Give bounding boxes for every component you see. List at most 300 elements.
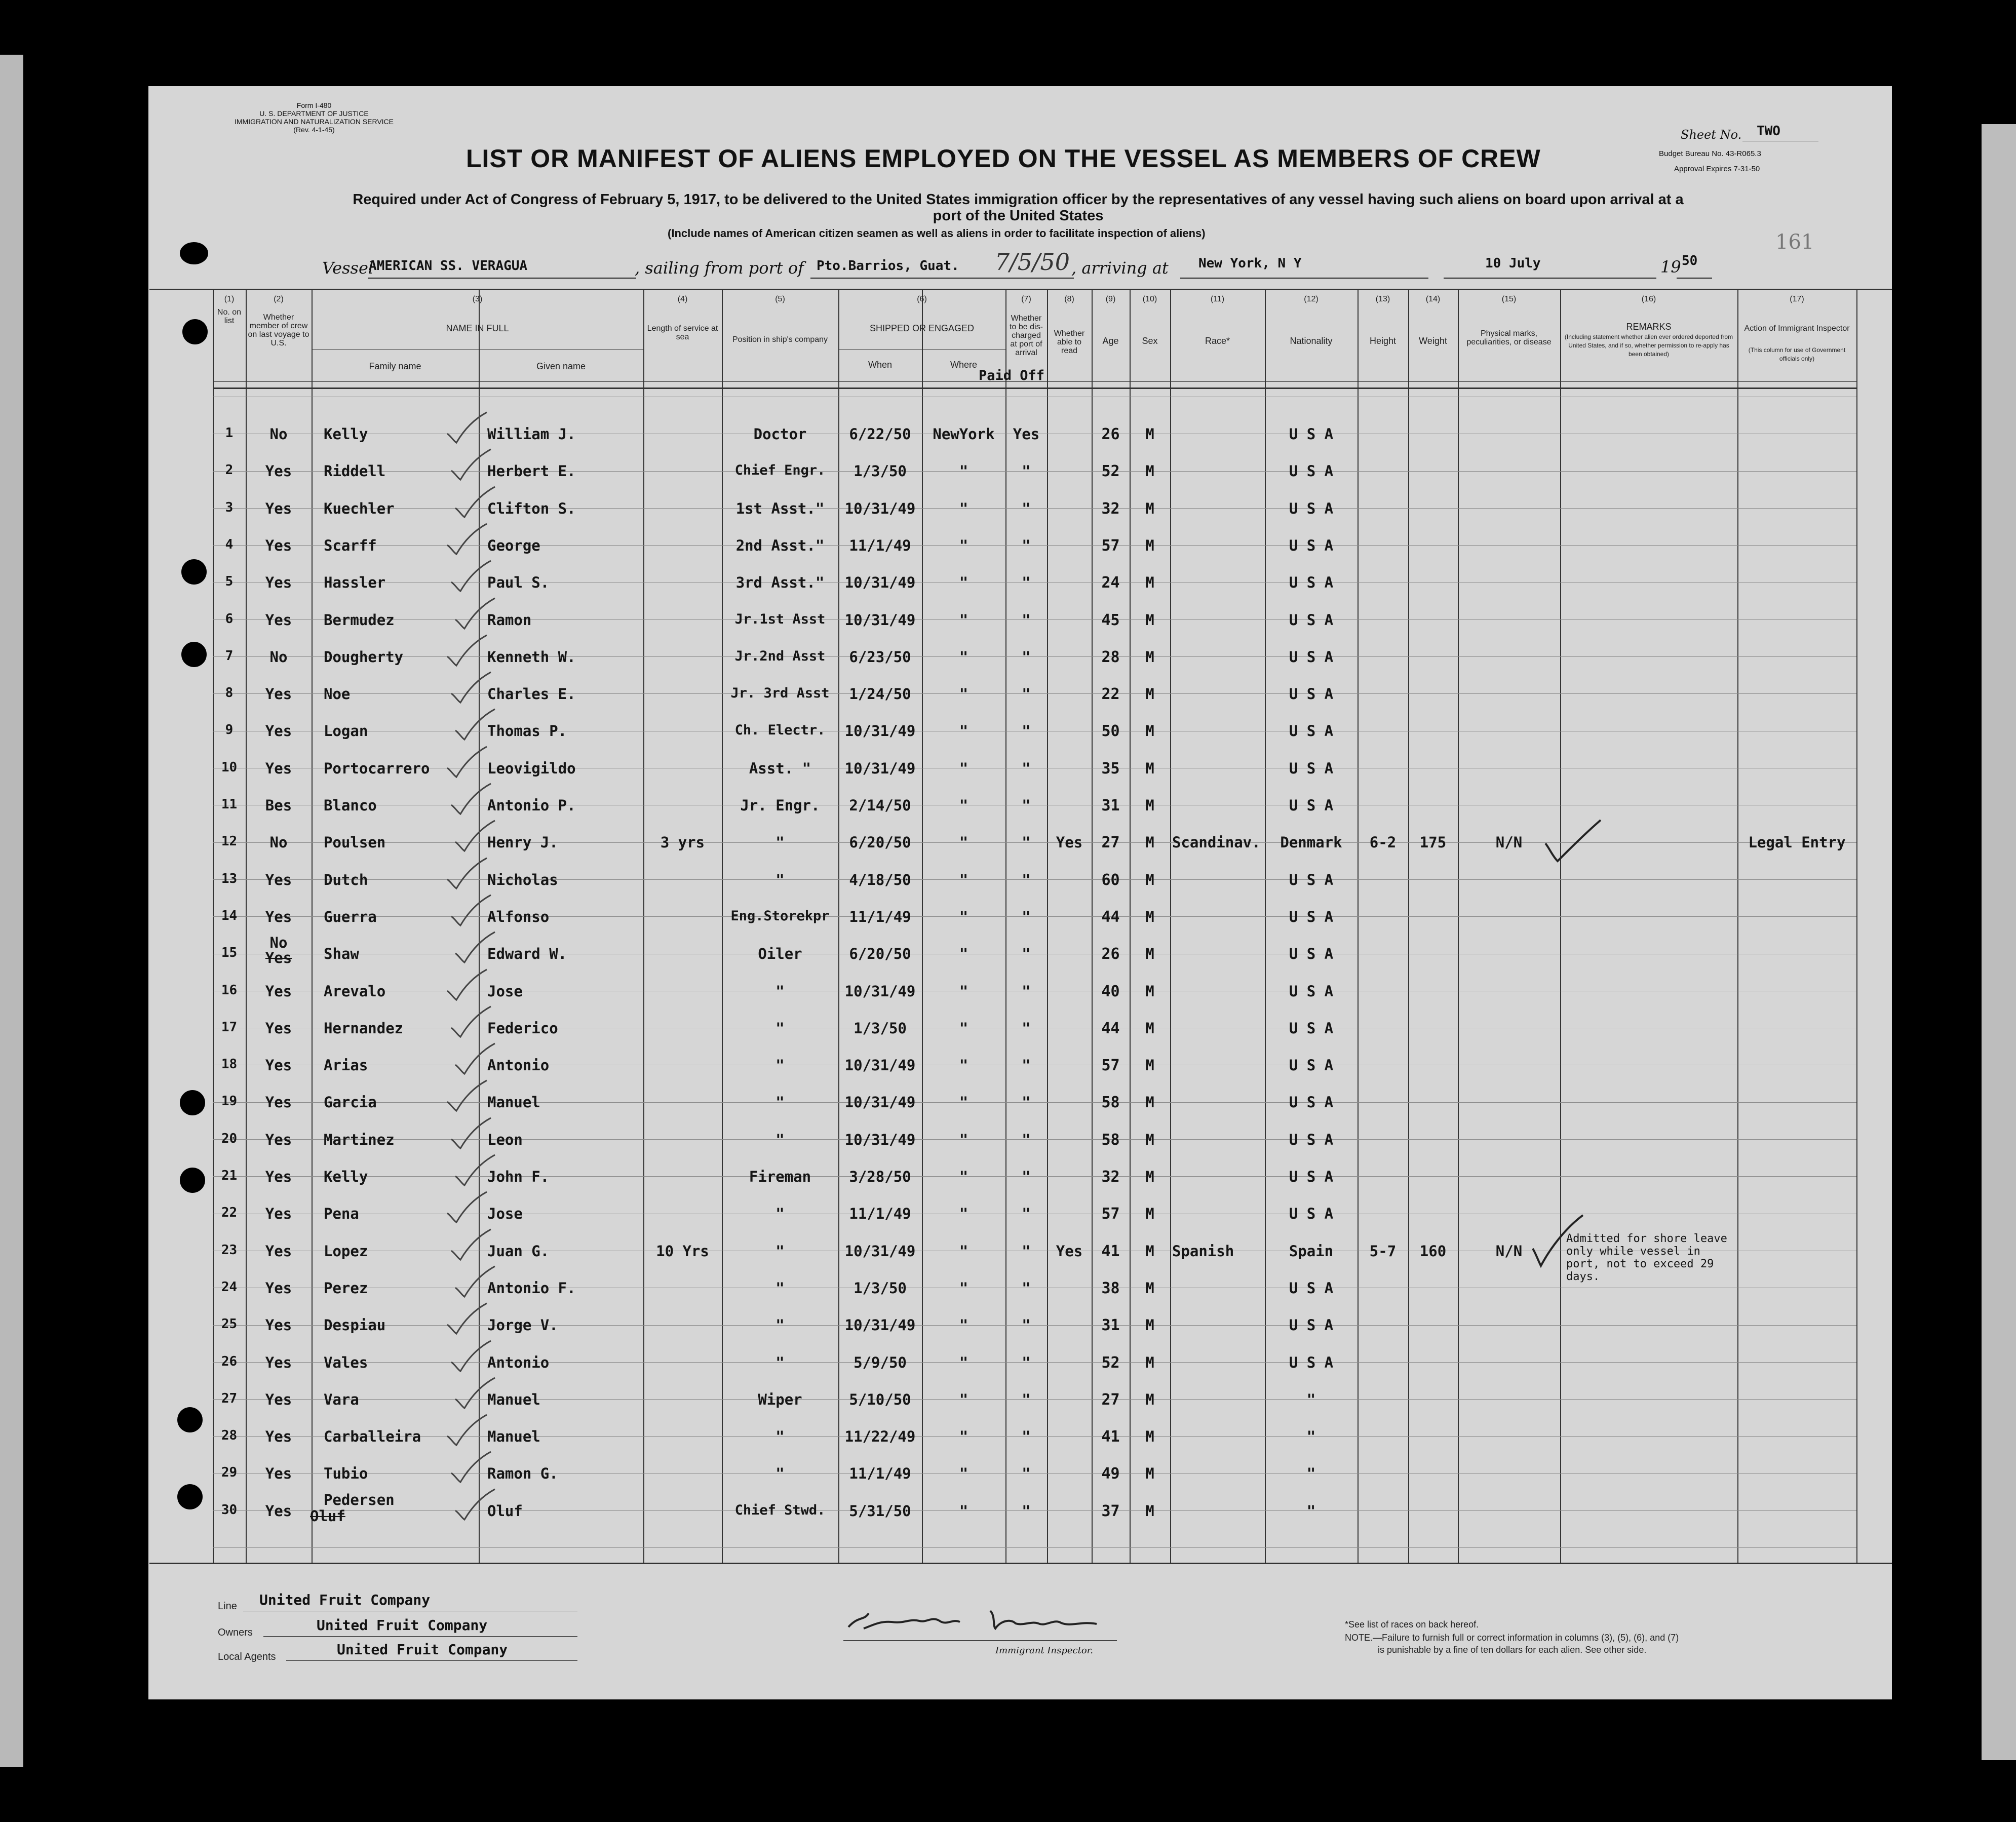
cell-member: Yes (265, 1316, 292, 1334)
left-film-edge (0, 55, 23, 1767)
line-value: United Fruit Company (259, 1592, 431, 1608)
cell-where: " (959, 1502, 968, 1520)
cell-no: 30 (221, 1502, 238, 1518)
cell-given: Ramon (487, 611, 532, 629)
cell-given: Oluf (487, 1502, 523, 1520)
check-mark (443, 967, 489, 1003)
cell-sex: M (1145, 834, 1154, 851)
cell-position: Jr.1st Asst (734, 611, 826, 627)
cell-sex: M (1145, 871, 1154, 888)
header-able-to-read: Whether able to read (1054, 329, 1085, 355)
header-discharged: Whether to be dis-charged at port of arrival (1010, 314, 1043, 357)
cell-family: Kelly (324, 425, 368, 443)
cell-sex: M (1145, 1094, 1154, 1111)
cell-age: 41 (1101, 1428, 1120, 1446)
column-number: (10) (1142, 295, 1157, 303)
cell-nat: U S A (1289, 611, 1334, 629)
cell-no: 7 (225, 648, 234, 664)
cell-age: 38 (1101, 1280, 1120, 1297)
cell-given: Federico (487, 1020, 558, 1037)
cell-position: Ch. Electr. (734, 722, 826, 738)
cell-nat: U S A (1289, 648, 1334, 666)
header-height: Height (1369, 336, 1397, 346)
cell-age: 57 (1101, 1205, 1120, 1223)
cell-given: Edward W. (487, 945, 567, 962)
header-shipped-or-engaged: SHIPPED OR ENGAGED (869, 323, 975, 333)
cell-where: " (959, 1020, 968, 1037)
cell-when: 10/31/49 (844, 1316, 916, 1334)
cell-disch: " (1022, 537, 1031, 554)
cell-remarks: Admitted for shore leave only while vessel in port, not to exceed 29 days. (1566, 1232, 1727, 1283)
header-physical-marks: Physical marks, peculiarities, or disease (1466, 329, 1552, 346)
cell-family: Portocarrero (324, 760, 430, 777)
cell-when: 5/31/50 (849, 1502, 911, 1520)
check-mark (443, 522, 489, 557)
cell-member: Yes (265, 685, 292, 703)
cell-member: No (269, 425, 288, 443)
cell-sex: M (1145, 983, 1154, 1000)
column-number: (13) (1375, 295, 1390, 303)
cell-sex: M (1145, 1205, 1154, 1222)
cell-no: 5 (225, 574, 234, 589)
cell-sex: M (1145, 760, 1154, 777)
cell-no: 20 (221, 1131, 238, 1146)
column-number: (5) (775, 295, 785, 303)
cell-disch: " (1022, 611, 1031, 629)
cell-where: " (959, 1057, 968, 1074)
cell-no: 25 (221, 1316, 238, 1332)
cell-where: " (959, 908, 968, 925)
cell-given: Jose (487, 1205, 523, 1222)
cell-disch: " (1022, 1280, 1031, 1297)
cell-disch: " (1022, 834, 1031, 851)
cell-given: Antonio P. (487, 797, 576, 814)
cell-sex: M (1145, 1354, 1154, 1371)
cell-member: Yes (265, 722, 292, 740)
check-mark (443, 856, 489, 891)
cell-position: " (776, 834, 785, 851)
subtitle-line2: port of the United States (933, 208, 1104, 224)
cell-member: Yes (265, 1465, 292, 1482)
header-family-name: Family name (369, 361, 421, 371)
cell-given: Antonio (487, 1354, 550, 1371)
check-mark (443, 410, 489, 446)
cell-no: 1 (225, 425, 234, 441)
cell-no: 28 (221, 1428, 238, 1443)
local-agents-label: Local Agents (218, 1651, 276, 1662)
department: U. S. DEPARTMENT OF JUSTICE (259, 109, 369, 118)
header-action-of-inspector: Action of Immigrant Inspector (1744, 324, 1850, 333)
cell-disch: " (1022, 1354, 1031, 1371)
note-fine: is punishable by a fine of ten dollars for each alien. See other side. (1378, 1645, 1647, 1655)
cell-age: 22 (1101, 685, 1120, 703)
cell-position: Jr. 3rd Asst (730, 685, 830, 701)
cell-family: Vara (324, 1391, 359, 1408)
cell-given: Juan G. (487, 1243, 550, 1260)
cell-when: 10/31/49 (844, 1131, 916, 1148)
cell-position: Chief Engr. (734, 462, 826, 478)
cell-family: Kelly (324, 1168, 368, 1185)
cell-member: Yes (265, 1205, 292, 1222)
cell-disch: " (1022, 648, 1031, 666)
cell-length: 10 Yrs (656, 1243, 709, 1260)
cell-age: 32 (1101, 1168, 1120, 1186)
cell-given: George (487, 537, 540, 554)
cell-age: 32 (1101, 500, 1120, 518)
note-races: *See list of races on back hereof. (1345, 1619, 1479, 1630)
cell-no: 14 (221, 908, 238, 923)
check-mark (451, 485, 497, 520)
cell-given: Jose (487, 983, 523, 1000)
check-mark (451, 1376, 497, 1411)
check-mark (443, 1301, 489, 1337)
check-mark (447, 1004, 493, 1040)
cell-disch: " (1022, 462, 1031, 480)
column-number: (17) (1790, 295, 1804, 303)
arrival-year: 50 (1682, 253, 1698, 268)
cell-disch: " (1022, 797, 1031, 814)
cell-sex: M (1145, 1243, 1154, 1260)
cell-age: 58 (1101, 1094, 1120, 1111)
cell-member: Yes (265, 1354, 292, 1371)
cell-age: 24 (1101, 574, 1120, 592)
cell-length: 3 yrs (660, 834, 705, 851)
cell-when: 3/28/50 (849, 1168, 911, 1185)
cell-given: Alfonso (487, 908, 550, 925)
cell-age: 44 (1101, 908, 1120, 926)
cell-position: 2nd Asst." (735, 537, 825, 554)
cell-age: 31 (1101, 797, 1120, 815)
cell-disch: " (1022, 760, 1031, 777)
check-mark (447, 447, 493, 483)
handwritten-sailing-date: 7/5/50 (995, 248, 1070, 276)
cell-where: " (959, 945, 968, 962)
cell-member: Yes (265, 908, 292, 925)
cell-disch: " (1022, 908, 1031, 925)
header-remarks: REMARKS (1626, 322, 1672, 332)
punch-hole (180, 1090, 205, 1115)
header-position: Position in ship's company (732, 335, 828, 344)
header-where: Where (950, 360, 977, 370)
column-number: (15) (1501, 295, 1517, 303)
cell-given: Nicholas (487, 871, 558, 888)
cell-position: Wiper (758, 1391, 802, 1408)
header-action-note: (This column for use of Government officials only) (1748, 346, 1846, 362)
cell-family: Riddell (324, 462, 386, 480)
cell-age: 45 (1101, 611, 1120, 629)
cell-family: Kuechler (324, 500, 395, 517)
cell-nat: U S A (1289, 1354, 1334, 1371)
cell-no: 15 (221, 945, 238, 960)
cell-when: 10/31/49 (844, 1057, 916, 1074)
check-mark (447, 670, 493, 706)
cell-given: Henry J. (487, 834, 558, 851)
cell-sex: M (1145, 537, 1154, 554)
cell-nat: U S A (1289, 1057, 1334, 1074)
cell-member: Yes (265, 983, 292, 1000)
cell-when: 1/24/50 (849, 685, 911, 703)
cell-no: 19 (221, 1094, 238, 1109)
sailing-label: , sailing from port of (635, 258, 804, 278)
cell-when: 10/31/49 (844, 574, 916, 591)
cell-sex: M (1145, 797, 1154, 814)
sheet-label: Sheet No. (1681, 128, 1742, 142)
cell-sex: M (1145, 462, 1154, 480)
cell-position: " (776, 871, 785, 888)
check-mark (451, 707, 497, 743)
cell-when: 10/31/49 (844, 1243, 916, 1260)
cell-member: Yes (265, 871, 292, 888)
cell-no: 11 (221, 797, 238, 812)
cell-age: 52 (1101, 462, 1120, 480)
form-number: Form I-480 (296, 101, 332, 109)
cell-where: " (959, 722, 968, 740)
cell-action: Legal Entry (1748, 834, 1846, 851)
paid-off-note: Paid Off (979, 368, 1045, 383)
cell-no: 18 (221, 1057, 238, 1072)
column-number: (8) (1064, 295, 1074, 303)
cell-family: Pedersen (324, 1491, 395, 1508)
cell-family: Dutch (324, 871, 368, 888)
cell-nat: U S A (1289, 500, 1334, 517)
check-mark (451, 1041, 497, 1077)
column-number: (4) (677, 295, 688, 303)
cell-sex: M (1145, 611, 1154, 629)
cell-disch: " (1022, 500, 1031, 517)
cell-nat: U S A (1289, 908, 1334, 925)
cell-family: Hassler (324, 574, 386, 591)
cell-family: Poulsen (324, 834, 386, 851)
check-mark (447, 782, 493, 817)
sailing-port: Pto.Barrios, Guat. (817, 258, 959, 274)
cell-where: " (959, 462, 968, 480)
cell-position: " (776, 1354, 785, 1371)
cell-disch: " (1022, 1243, 1031, 1260)
cell-nat: " (1306, 1391, 1316, 1408)
cell-age: 26 (1101, 945, 1120, 963)
cell-phys: N/N (1495, 834, 1523, 851)
cell-when: 5/10/50 (849, 1391, 911, 1408)
cell-where: " (959, 537, 968, 554)
punch-hole (181, 642, 207, 667)
cell-sex: M (1145, 685, 1154, 703)
cell-sex: M (1145, 574, 1154, 591)
cell-family: Noe (324, 685, 351, 703)
cell-when: 10/31/49 (844, 1094, 916, 1111)
header-whether-member: Whether member of crew on last voyage to U.S. (248, 313, 309, 347)
cell-nat: " (1306, 1502, 1316, 1520)
cell-where: " (959, 648, 968, 666)
page-number: 161 (1775, 230, 1814, 254)
check-mark (443, 1413, 489, 1448)
cell-no: 9 (225, 722, 234, 738)
cell-disch: " (1022, 1168, 1031, 1185)
cell-disch: Yes (1013, 425, 1040, 443)
cell-given: Manuel (487, 1391, 540, 1408)
cell-where: " (959, 1243, 968, 1260)
local-agents-value: United Fruit Company (337, 1641, 508, 1658)
cell-given: Thomas P. (487, 722, 567, 740)
cell-position: " (776, 1428, 785, 1445)
check-mark (447, 1450, 493, 1485)
cell-no: 13 (221, 871, 238, 886)
check-mark (443, 1190, 489, 1225)
cell-where: " (959, 1280, 968, 1297)
cell-given: John F. (487, 1168, 550, 1185)
cell-family: Martinez (324, 1131, 395, 1148)
cell-no: 24 (221, 1280, 238, 1295)
cell-where: " (959, 834, 968, 851)
cell-sex: M (1145, 908, 1154, 925)
check-mark (451, 1487, 497, 1523)
owners-value: United Fruit Company (317, 1617, 488, 1634)
cell-no: 23 (221, 1243, 238, 1258)
cell-sex: M (1145, 945, 1154, 962)
arriving-label: , arriving at (1071, 258, 1169, 278)
cell-family: Vales (324, 1354, 368, 1371)
cell-member: Bes (265, 797, 292, 814)
cell-disch: " (1022, 1205, 1031, 1222)
cell-age: 41 (1101, 1243, 1120, 1260)
cell-sex: M (1145, 722, 1154, 740)
cell-member: Yes (265, 462, 292, 480)
cell-where: " (959, 1391, 968, 1408)
cell-family: Perez (324, 1280, 368, 1297)
cell-when: 11/1/49 (849, 1205, 911, 1222)
cell-no: 16 (221, 983, 238, 998)
punch-hole (182, 319, 208, 344)
cell-sex: M (1145, 1057, 1154, 1074)
check-mark (443, 1078, 489, 1114)
check-mark (443, 745, 489, 780)
cell-position: " (776, 1316, 785, 1334)
vessel-label: Vessel (322, 258, 374, 278)
cell-family: Despiau (324, 1316, 386, 1334)
cell-when: 1/3/50 (854, 1020, 907, 1037)
cell-family: Logan (324, 722, 368, 740)
cell-where: " (959, 1094, 968, 1111)
cell-where: " (959, 1316, 968, 1334)
approval-expires: Approval Expires 7-31-50 (1674, 165, 1760, 173)
cell-family: Pena (324, 1205, 359, 1222)
form-identification (223, 101, 405, 134)
cell-phys: N/N (1495, 1243, 1523, 1260)
cell-sex: M (1145, 1465, 1154, 1482)
cell-where: " (959, 1205, 968, 1222)
cell-member: Yes (265, 574, 292, 591)
check-mark (451, 930, 497, 965)
column-number: (6) (917, 295, 927, 303)
cell-no: 26 (221, 1354, 238, 1369)
cell-where: " (959, 1131, 968, 1148)
cell-position: " (776, 1205, 785, 1222)
cell-no: 2 (225, 462, 234, 478)
cell-family: Guerra (324, 908, 377, 925)
cell-age: 60 (1101, 871, 1120, 889)
cell-nat: U S A (1289, 760, 1334, 777)
cell-nat: U S A (1289, 1316, 1334, 1334)
column-number: (16) (1641, 295, 1656, 303)
column-number: (9) (1105, 295, 1116, 303)
year-prefix: 19 (1660, 257, 1681, 277)
cell-given: Antonio (487, 1057, 550, 1074)
cell-member-struck: Yes (265, 949, 292, 966)
cell-where: " (959, 574, 968, 591)
header-when: When (868, 360, 893, 370)
cell-position: Fireman (749, 1168, 811, 1185)
cell-nat: U S A (1289, 574, 1334, 591)
cell-no: 17 (221, 1020, 238, 1035)
cell-position: " (776, 1020, 785, 1037)
cell-position: Oiler (758, 945, 802, 962)
cell-position: Asst. " (749, 760, 811, 777)
cell-when: 11/1/49 (849, 537, 911, 554)
cell-disch: " (1022, 1316, 1031, 1334)
cell-height: 5-7 (1369, 1243, 1397, 1260)
cell-when: 6/20/50 (849, 834, 911, 851)
cell-given: Manuel (487, 1428, 540, 1445)
cell-sex: M (1145, 1428, 1154, 1445)
cell-where: " (959, 1428, 968, 1445)
cell-nat: U S A (1289, 983, 1334, 1000)
cell-age: 31 (1101, 1316, 1120, 1334)
cell-nat: U S A (1289, 1280, 1334, 1297)
cell-age: 27 (1101, 1391, 1120, 1409)
cell-given: Leovigildo (487, 760, 576, 777)
cell-family: Lopez (324, 1243, 368, 1260)
punch-hole (177, 1407, 203, 1432)
cell-position: " (776, 1465, 785, 1482)
revision: (Rev. 4-1-45) (293, 126, 335, 134)
cell-age: 50 (1101, 722, 1120, 740)
cell-disch: " (1022, 1094, 1031, 1111)
cell-sex: M (1145, 1316, 1154, 1334)
cell-where: " (959, 983, 968, 1000)
cell-member: No (269, 934, 288, 951)
check-mark (447, 559, 493, 594)
cell-when: 6/22/50 (849, 425, 911, 443)
cell-position: Eng.Storekpr (730, 908, 830, 924)
cell-age: 40 (1101, 983, 1120, 1000)
cell-disch: " (1022, 1391, 1031, 1408)
check-mark (451, 596, 497, 632)
cell-weight: 160 (1419, 1243, 1447, 1260)
subtitle-line1: Required under Act of Congress of February 5, 1917, to be delivered to the United States immigration officer by the representatives of any vessel having such aliens on board upon arrival at a (353, 191, 1684, 208)
check-mark (451, 1264, 497, 1300)
cell-nat: U S A (1289, 1168, 1334, 1185)
cell-sex: M (1145, 1502, 1154, 1520)
cell-where: " (959, 871, 968, 888)
cell-when: 1/3/50 (854, 462, 907, 480)
cell-read: Yes (1056, 834, 1083, 851)
cell-position: " (776, 1243, 785, 1260)
cell-position: " (776, 983, 785, 1000)
cell-sex: M (1145, 1020, 1154, 1037)
cell-family: Arevalo (324, 983, 386, 1000)
cell-family: Dougherty (324, 648, 404, 666)
cell-position: 1st Asst." (735, 500, 825, 517)
cell-position: " (776, 1057, 785, 1074)
punch-hole (180, 242, 208, 264)
cell-family: Garcia (324, 1094, 377, 1111)
check-mark (451, 819, 497, 854)
cell-nat: U S A (1289, 1020, 1334, 1037)
cell-family: Tubio (324, 1465, 368, 1482)
cell-race: Scandinav. (1172, 834, 1261, 851)
note-failure: NOTE.—Failure to furnish full or correct information in columns (3), (5), (6), and (7) (1345, 1633, 1679, 1643)
cell-family: Carballeira (324, 1428, 421, 1445)
cell-no: 6 (225, 611, 234, 627)
